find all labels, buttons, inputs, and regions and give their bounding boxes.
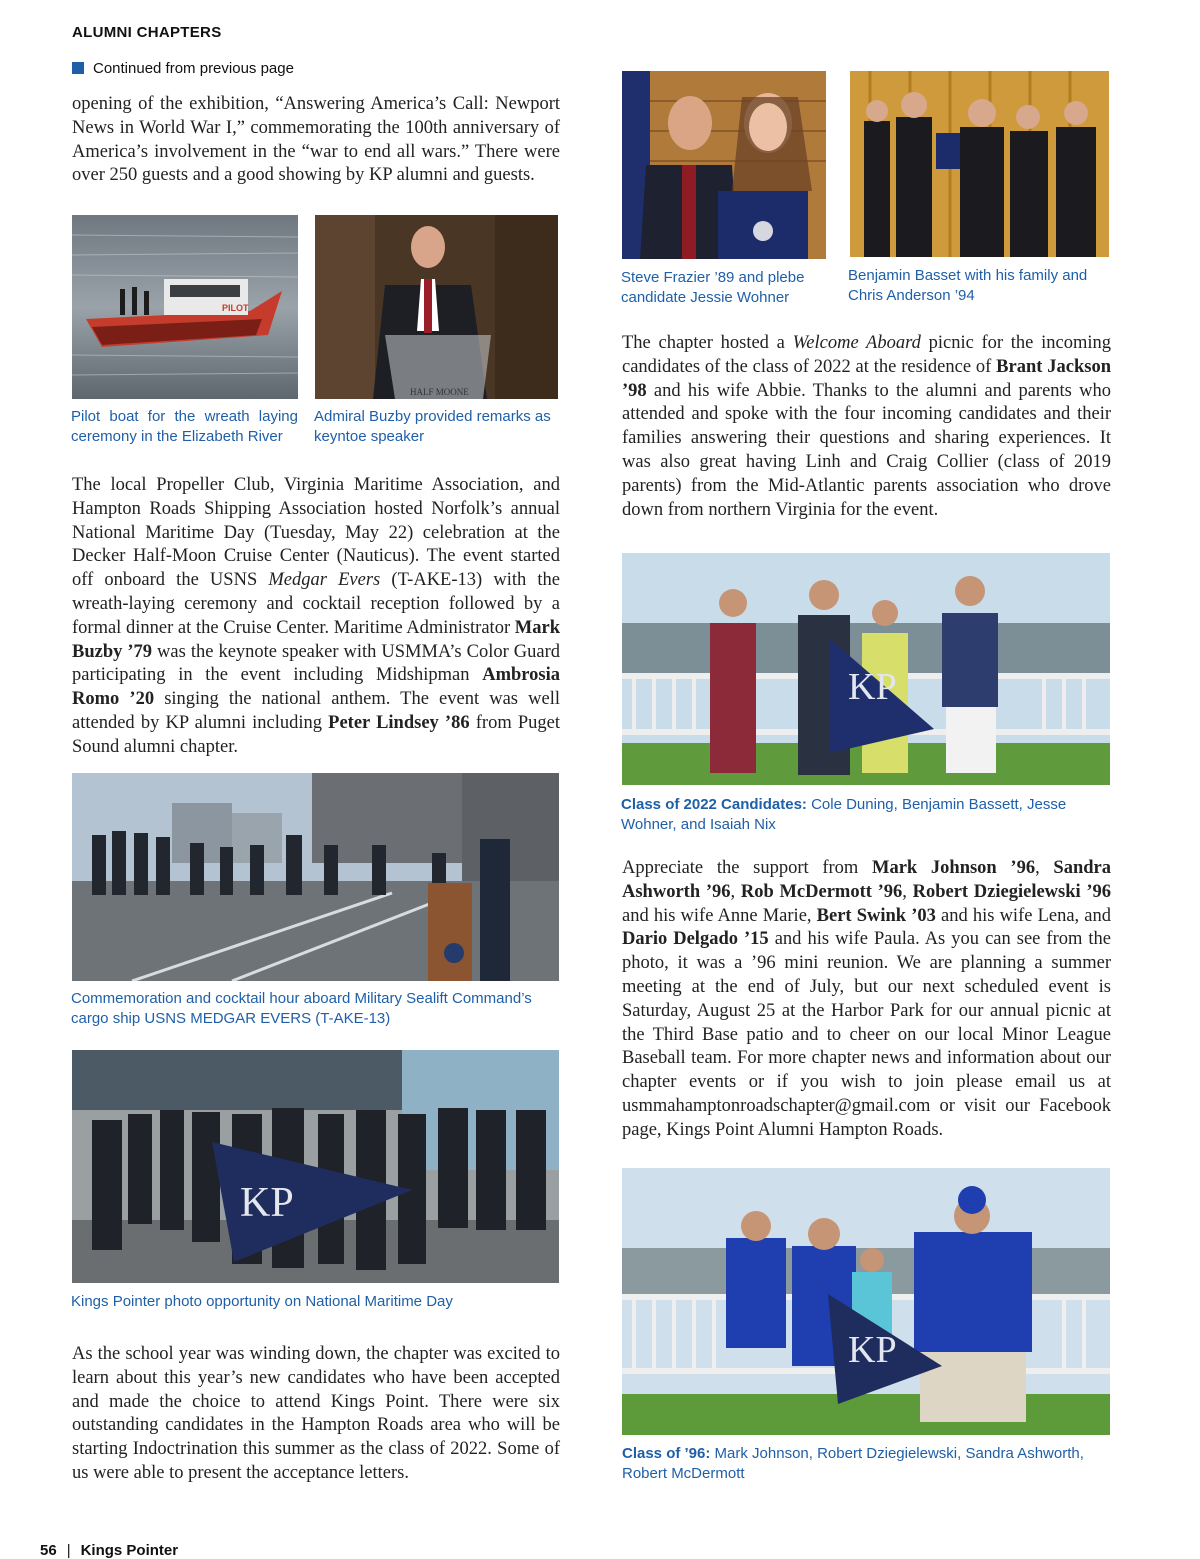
continued-note — [72, 60, 294, 77]
paragraph-school-year: As the school year was winding down, the chapter was excited to learn about this year’s new candidates who have been accepted and made the choice to attend Kings Point. There were six outstanding candidates in the Hampton Roads area who will be starting Indoctrination this summer as the class of 2022. Some of us were able to present the acceptance letters. — [72, 1344, 560, 1483]
publication-name: Kings Pointer — [80, 1542, 179, 1559]
paragraph-maritime-day: The local Propeller Club, Virginia Maritime Association, and Hampton Roads Shipping Association hosted Norfolk’s annual National Maritime Day (Tuesday, May 22) celebration at the Decker Half-Moon Cruise Center (Nauticus). The event started off onboard the USNS Medgar Evers (T-AKE-13) with the wreath-laying ceremony and cocktail reception followed by a formal dinner at the Cruise Center. Maritime Administrator Mark Buzby ’79 was the keynote speaker with USMMA’s Color Guard participating in the event including Midshipman Ambrosia Romo ’20 singing the national anthem. The event was well attended by KP alumni including Peter Lindsey ’86 from Puget Sound alumni chapter. — [72, 475, 561, 757]
caption-admiral-buzby: Admiral Buzby provided remarks as keyntoe speaker — [314, 408, 551, 445]
paragraph-welcome-aboard: The chapter hosted a Welcome Aboard picnic for the incoming candidates of the class of 2022 at the residence of Brant Jackson ’98 and his wife Abbie. Thanks to the alumni and parents who attended and spoke with the four incoming candidates and their families answering their questions and sharing experiences. It was also great having Linh and Craig Collier (class of 2019 parents) from the Mid-Atlantic parents association who drove down from northern Virginia for the event. — [622, 333, 1111, 520]
blue-square-icon — [72, 62, 84, 74]
photo-class-96 — [622, 1168, 1110, 1435]
page-footer — [40, 1542, 178, 1559]
caption-basset-family: Benjamin Basset with his family and Chris Anderson ’94 — [848, 267, 1088, 304]
continued-text: Continued from previous page — [93, 60, 294, 77]
caption-class-96: Class of ’96: Mark Johnson, Robert Dziegielewski, Sandra Ashworth, Robert McDermott — [622, 1445, 1084, 1482]
photo-class-2022 — [622, 553, 1110, 785]
page-number: 56 — [40, 1542, 57, 1559]
pennant-text-2022: KP — [848, 666, 897, 708]
caption-pilot-boat: Pilot boat for the wreath laying ceremony in the Elizabeth River — [71, 408, 298, 445]
photo-commemoration — [72, 773, 559, 981]
svg-text:HALF MOONE: HALF MOONE — [410, 387, 469, 397]
footer-separator: | — [66, 1542, 71, 1559]
caption-commemoration: Commemoration and cocktail hour aboard Military Sealift Command’s cargo ship USNS MEDGAR EVERS (T-AKE-13) — [71, 990, 532, 1027]
photo-pilot-boat — [72, 215, 298, 399]
caption-kings-pointer-group: Kings Pointer photo opportunity on National Maritime Day — [71, 1293, 453, 1310]
photo-basset-family — [850, 71, 1109, 257]
svg-text:PILOT: PILOT — [222, 303, 249, 313]
photo-kings-pointer-group — [72, 1050, 559, 1283]
paragraph-appreciate: Appreciate the support from Mark Johnson ’96, Sandra Ashworth ’96, Rob McDermott ’96, Robert Dziegielewski ’96 and his wife Anne Marie, Bert Swink ’03 and his wife Lena, and Dario Delgado ’15 and his wife Paula. As you can see from the photo, it was a ’96 mini reunion. We are planning a summer meeting at the end of July, but our next scheduled event is Saturday, August 25 at the Harbor Park for our annual picnic at the Third Base patio and to cheer on our local Minor League Baseball team. For more chapter news and information about our chapter events or if you wish to join please email us at usmmahamptonroadschapter@gmail.com or visit our Facebook page, Kings Point Alumni Hampton Roads. — [622, 858, 1112, 1140]
caption-class-2022-label: Class of 2022 Candidates: — [621, 796, 807, 813]
caption-class-2022: Class of 2022 Candidates: Cole Duning, Benjamin Bassett, Jesse Wohner, and Isaiah Nix — [621, 796, 1067, 833]
pennant-text-96: KP — [848, 1329, 897, 1371]
photo-frazier-wohner — [622, 71, 826, 259]
pennant-text: KP — [240, 1180, 294, 1226]
section-label: ALUMNI CHAPTERS — [72, 24, 222, 41]
caption-class-96-label: Class of ’96: — [622, 1445, 711, 1462]
photo-admiral-buzby — [315, 215, 558, 399]
paragraph-exhibition: opening of the exhibition, “Answering America’s Call: Newport News in World War I,” commemorating the 100th anniversary of America’s involvement in the “war to end all wars.” There were over 250 guests and a good showing by KP alumni and guests. — [72, 94, 560, 186]
caption-frazier-wohner: Steve Frazier ’89 and plebe candidate Jessie Wohner — [621, 269, 805, 306]
